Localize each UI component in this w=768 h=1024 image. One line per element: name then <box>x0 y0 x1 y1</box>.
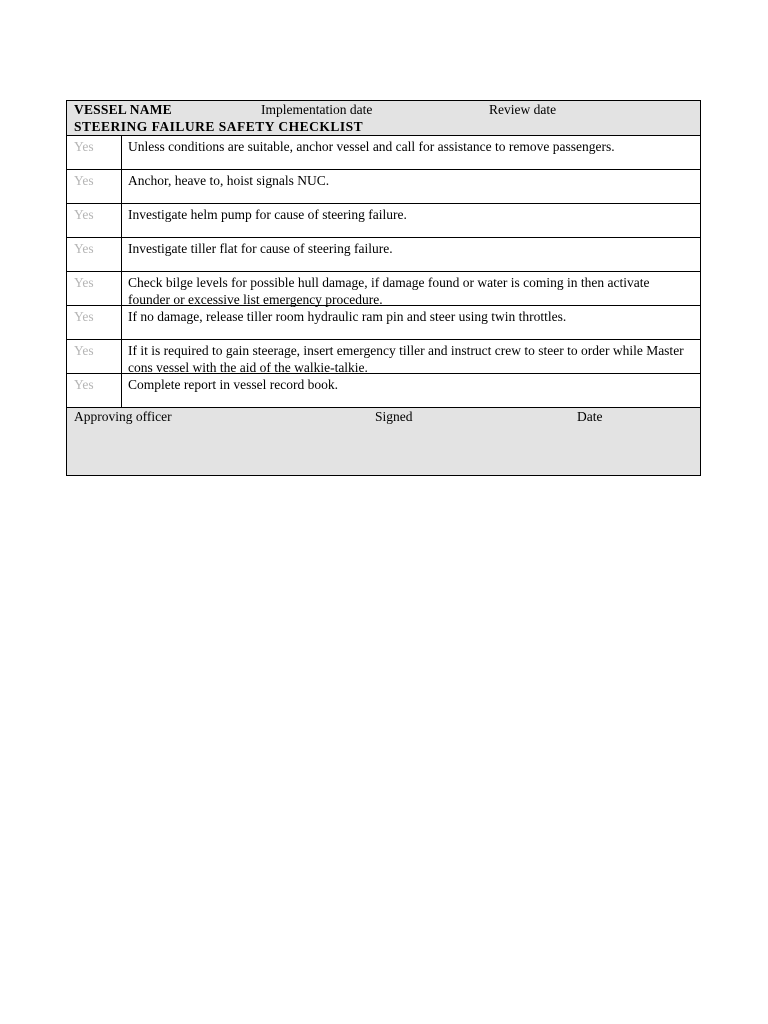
checklist-row <box>67 136 700 170</box>
checklist-item-text: Investigate tiller flat for cause of steering failure. <box>128 241 393 256</box>
checklist-item-text: Anchor, heave to, hoist signals NUC. <box>128 173 330 188</box>
checklist-row <box>67 340 700 374</box>
vessel-name-label: VESSEL NAME <box>74 102 172 117</box>
yes-checkbox-label[interactable]: Yes <box>67 306 122 339</box>
yes-checkbox-label[interactable]: Yes <box>67 272 122 305</box>
checklist-item-text: Complete report in vessel record book. <box>128 377 338 392</box>
approving-officer-label: Approving officer <box>74 409 172 424</box>
checklist-row <box>67 374 700 408</box>
checklist-item-text: Check bilge levels for possible hull damage, if damage found or water is coming in then activate founder or excessive list emergency procedure. <box>128 275 650 307</box>
checklist-item-text: If no damage, release tiller room hydraulic ram pin and steer using twin throttles. <box>128 309 567 324</box>
checklist-item-text: Unless conditions are suitable, anchor vessel and call for assistance to remove passengers. <box>128 139 615 154</box>
checklist-row <box>67 306 700 340</box>
checklist-item-text: Investigate helm pump for cause of steering failure. <box>128 207 407 222</box>
checklist-row <box>67 170 700 204</box>
checklist-row <box>67 204 700 238</box>
yes-checkbox-label[interactable]: Yes <box>67 204 122 237</box>
review-date-label: Review date <box>489 102 557 117</box>
yes-checkbox-label[interactable]: Yes <box>67 170 122 203</box>
yes-checkbox-label[interactable]: Yes <box>67 238 122 271</box>
checklist-header <box>67 101 700 136</box>
implementation-date-label: Implementation date <box>261 102 373 117</box>
signed-label: Signed <box>375 409 413 424</box>
checklist-sheet <box>66 100 701 476</box>
yes-checkbox-label[interactable]: Yes <box>67 374 122 407</box>
date-label: Date <box>577 409 603 424</box>
approval-footer <box>67 408 700 475</box>
checklist-row <box>67 272 700 306</box>
yes-checkbox-label[interactable]: Yes <box>67 340 122 373</box>
checklist-item-text: If it is required to gain steerage, insert emergency tiller and instruct crew to steer to order while Master cons vessel with the aid of the walkie-talkie. <box>128 343 684 375</box>
yes-checkbox-label[interactable]: Yes <box>67 136 122 169</box>
checklist-row <box>67 238 700 272</box>
checklist-title: STEERING FAILURE SAFETY CHECKLIST <box>74 119 364 134</box>
